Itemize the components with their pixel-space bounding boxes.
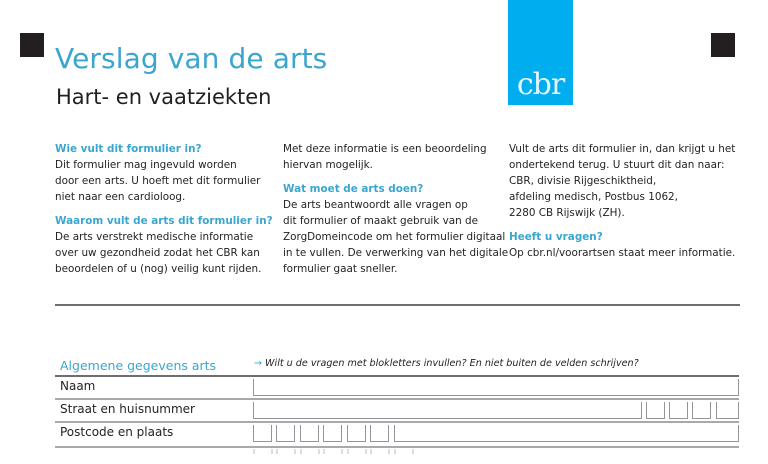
text-line: formulier gaat sneller. [283,263,398,275]
instruction-text: Wilt u de vragen met blokletters invullen? En niet buiten de velden schrijven? [265,358,639,369]
name-input[interactable] [253,379,739,396]
paragraph-who-fills [55,157,273,205]
text-line: in te vullen. De verwerking van het digitale [283,247,509,259]
street-input[interactable] [253,402,642,419]
text-line: hiervan mogelijk. [283,159,373,171]
text-line: dit formulier of maakt gebruik van de [283,215,479,227]
page-title: Verslag van de arts [55,42,328,75]
cbr-logo [508,0,573,105]
text-line: Met deze informatie is een beoordeling [283,143,487,155]
form-row-name [55,375,739,398]
text-line: afdeling medisch, Postbus 1062, [509,191,678,203]
intro-column-3 [509,141,735,269]
postcode-box-5[interactable] [347,425,366,442]
registration-mark-right [711,33,735,57]
house-number-box-2[interactable] [669,402,688,419]
text-line: De arts beantwoordt alle vragen op [283,199,468,211]
heading-questions: Heeft u vragen? [509,231,603,243]
heading-why-fill: Waarom vult de arts dit formulier in? [55,215,273,227]
heading-who-fills: Wie vult dit formulier in? [55,143,202,155]
paragraph-return-address [509,141,735,221]
heading-what-doctor-does: Wat moet de arts doen? [283,183,424,195]
text-line: CBR, divisie Rijgeschiktheid, [509,175,657,187]
city-input[interactable] [394,425,739,442]
text-line: door een arts. U hoeft met dit formulier [55,175,261,187]
paragraph-what-doctor-does [283,197,508,277]
house-number-box-4[interactable] [716,402,739,419]
text-line: De arts verstrekt medische informatie [55,231,254,243]
text-line: niet naar een cardioloog. [55,191,186,203]
postcode-box-4[interactable] [323,425,342,442]
text-line: beoordelen of u (nog) veilig kunt rijden. [55,263,262,275]
text-line: Dit formulier mag ingevuld worden [55,159,237,171]
paragraph-questions [509,245,735,261]
postcode-box-1[interactable] [253,425,272,442]
house-number-box-1[interactable] [646,402,665,419]
form-row-postcode [55,421,739,444]
instruction-note [254,358,639,369]
page-subtitle: Hart- en vaatziekten [56,85,272,109]
field-label-street: Straat en huisnummer [60,402,195,416]
section-title-general-info: Algemene gegevens arts [60,358,217,373]
postcode-box-3[interactable] [300,425,319,442]
text-line: 2280 CB Rijswijk (ZH). [509,207,625,219]
intro-column-1 [55,141,273,285]
next-row-box-ticks [253,449,433,454]
registration-mark-left [20,33,44,57]
field-label-name: Naam [60,379,96,393]
text-line: ZorgDomeincode om het formulier digitaal [283,231,506,243]
house-number-box-3[interactable] [692,402,711,419]
section-divider [55,304,740,306]
text-line: Op cbr.nl/voorartsen staat meer informatie. [509,247,736,259]
paragraph-assessment [283,141,508,173]
logo-text: cbr [516,67,565,102]
postcode-box-6[interactable] [370,425,389,442]
text-line: Vult de arts dit formulier in, dan krijgt u het [509,143,736,155]
paragraph-why-fill [55,229,273,277]
text-line: over uw gezondheid zodat het CBR kan [55,247,260,259]
text-line: ondertekend terug. U stuurt dit dan naar: [509,159,725,171]
postcode-box-2[interactable] [276,425,295,442]
form-row-street [55,398,739,421]
field-label-postcode: Postcode en plaats [60,425,174,439]
form-bottom-rule [55,446,739,448]
arrow-right-icon: → [254,358,263,369]
intro-column-2 [283,141,508,285]
